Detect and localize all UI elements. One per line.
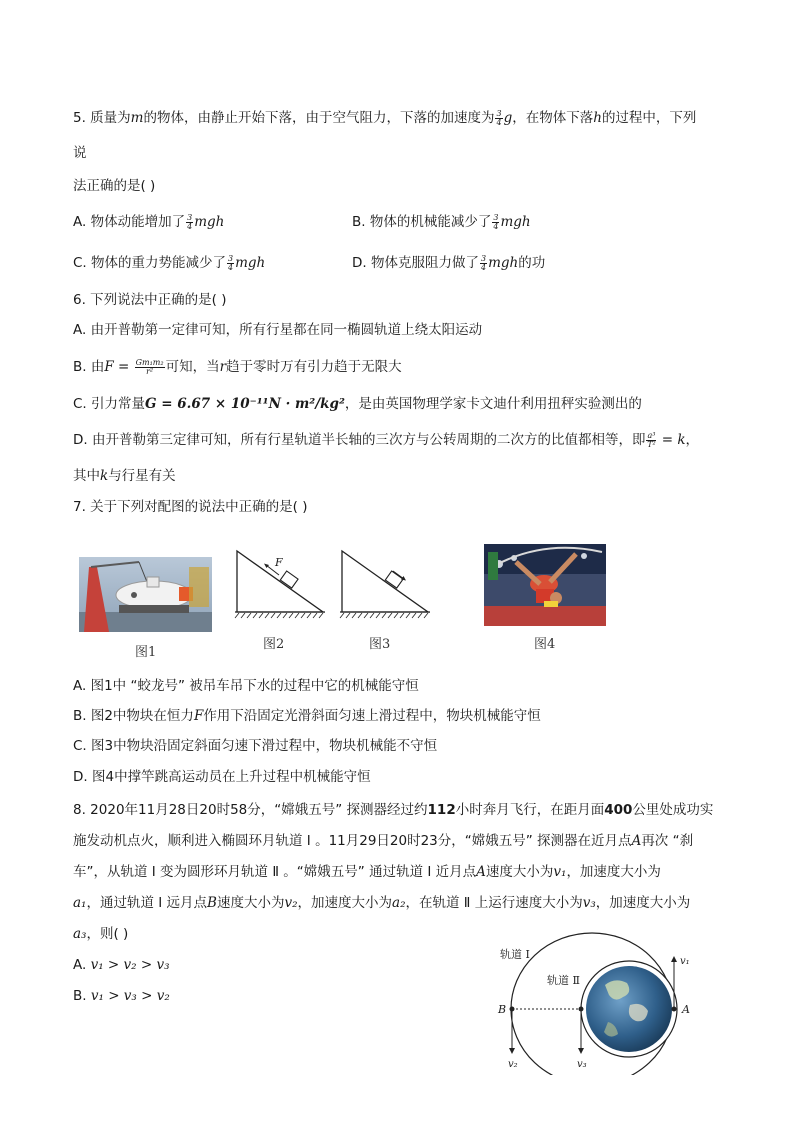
- q6-option-c[interactable]: C. 引力常量G = 6.67 × 10⁻¹¹N · m²/kg²，是由英国物理学家卡文迪什利用扭秤实验测出的: [73, 396, 642, 412]
- q6-stem: 6. 下列说法中正确的是( ): [73, 292, 227, 308]
- q6-option-d-line2: 其中k与行星有关: [73, 468, 176, 484]
- figure-2-incline-force: [233, 547, 328, 627]
- q7-option-a[interactable]: A. 图1中 “蛟龙号” 被吊车吊下水的过程中它的机械能守恒: [73, 678, 419, 694]
- fraction-3-4: $\frac{3}{4}$: [496, 108, 502, 127]
- q5-option-d[interactable]: D. 物体克服阻力做了 $\frac{3}{4}$ mgh的功: [352, 253, 546, 272]
- q7-option-b[interactable]: B. 图2中物块在恒力F作用下沿固定光滑斜面匀速上滑过程中，物块机械能守恒: [73, 708, 541, 724]
- q8-stem-line5: a₃，则( ): [73, 926, 129, 942]
- q7-stem: 7. 关于下列对配图的说法中正确的是( ): [73, 499, 308, 515]
- figure-2-caption: 图2: [263, 637, 285, 652]
- v1-label: v₁: [680, 956, 690, 967]
- q5-stem-line2: 说: [73, 145, 87, 161]
- q7-option-d[interactable]: D. 图4中撑竿跳高运动员在上升过程中机械能守恒: [73, 769, 371, 785]
- q5-option-a[interactable]: A. 物体动能增加了 $\frac{3}{4}$ mgh: [73, 212, 225, 231]
- q5-stem-line3: 法正确的是( ): [73, 178, 156, 194]
- v2-label: v₂: [508, 1059, 518, 1070]
- point-b-label: B: [498, 1003, 507, 1016]
- q6-option-d-line1[interactable]: D. 由开普勒第三定律可知，所有行星轨道半长轴的三次方与公转周期的二次方的比值都相等，即 $\frac{\text{a³}}{\text{T²}}$ = k，: [73, 430, 700, 449]
- v3-label: v₃: [577, 1059, 587, 1070]
- q6-option-a[interactable]: A. 由开普勒第一定律可知，所有行星都在同一椭圆轨道上绕太阳运动: [73, 322, 483, 338]
- force-label: F: [275, 556, 283, 569]
- figure-4-caption: 图4: [534, 637, 556, 652]
- q8-option-a[interactable]: A. v₁ > v₂ > v₃: [73, 957, 170, 973]
- orbit-1-label: 轨道 Ⅰ: [500, 948, 530, 961]
- q6-option-b[interactable]: B. 由F = $\frac{\text{Gm₁m₂}}{\text{r²}}$ 可知，当r趋于零时万有引力趋于无限大: [73, 357, 402, 376]
- figure-1-submarine-photo: [79, 557, 212, 632]
- q8-stem-line1: 8. 2020年11月28日20时58分，“嫦娥五号” 探测器经过约112小时奔月飞行，在距月面400公里处成功实: [73, 802, 714, 818]
- figure-4-pole-vault-photo: [484, 544, 606, 626]
- orbit-diagram: [490, 930, 710, 1075]
- q8-stem-line4: a₁，通过轨道 Ⅰ 远月点B速度大小为v₂，加速度大小为a₂，在轨道 Ⅱ 上运行速度大小为v₃，加速度大小为: [73, 895, 691, 911]
- moon-globe: [586, 966, 672, 1052]
- orbit-2-label: 轨道 Ⅱ: [547, 974, 580, 987]
- figure-1-caption: 图1: [135, 645, 157, 660]
- point-a-label: A: [682, 1003, 690, 1016]
- q7-option-c[interactable]: C. 图3中物块沿固定斜面匀速下滑过程中，物块机械能不守恒: [73, 738, 438, 754]
- q5-stem-line1: 5. 质量为m的物体，由静止开始下落，由于空气阻力，下落的加速度为 $\frac{3}{4}$ g，在物体下落h的过程中，下列: [73, 108, 697, 127]
- figure-3-incline-block: [338, 547, 433, 627]
- q8-stem-line2: 施发动机点火，顺利进入椭圆环月轨道 Ⅰ 。11月29日20时23分，“嫦娥五号” 探测器在近月点A再次 “刹: [73, 833, 694, 849]
- q8-stem-line3: 车”，从轨道 Ⅰ 变为圆形环月轨道 Ⅱ 。“嫦娥五号” 通过轨道 Ⅰ 近月点A速度大小为v₁，加速度大小为: [73, 864, 661, 880]
- figure-3-caption: 图3: [369, 637, 391, 652]
- q5-option-b[interactable]: B. 物体的机械能减少了 $\frac{3}{4}$ mgh: [352, 212, 531, 231]
- q5-option-c[interactable]: C. 物体的重力势能减少了 $\frac{3}{4}$ mgh: [73, 253, 266, 272]
- q8-option-b[interactable]: B. v₁ > v₃ > v₂: [73, 988, 170, 1004]
